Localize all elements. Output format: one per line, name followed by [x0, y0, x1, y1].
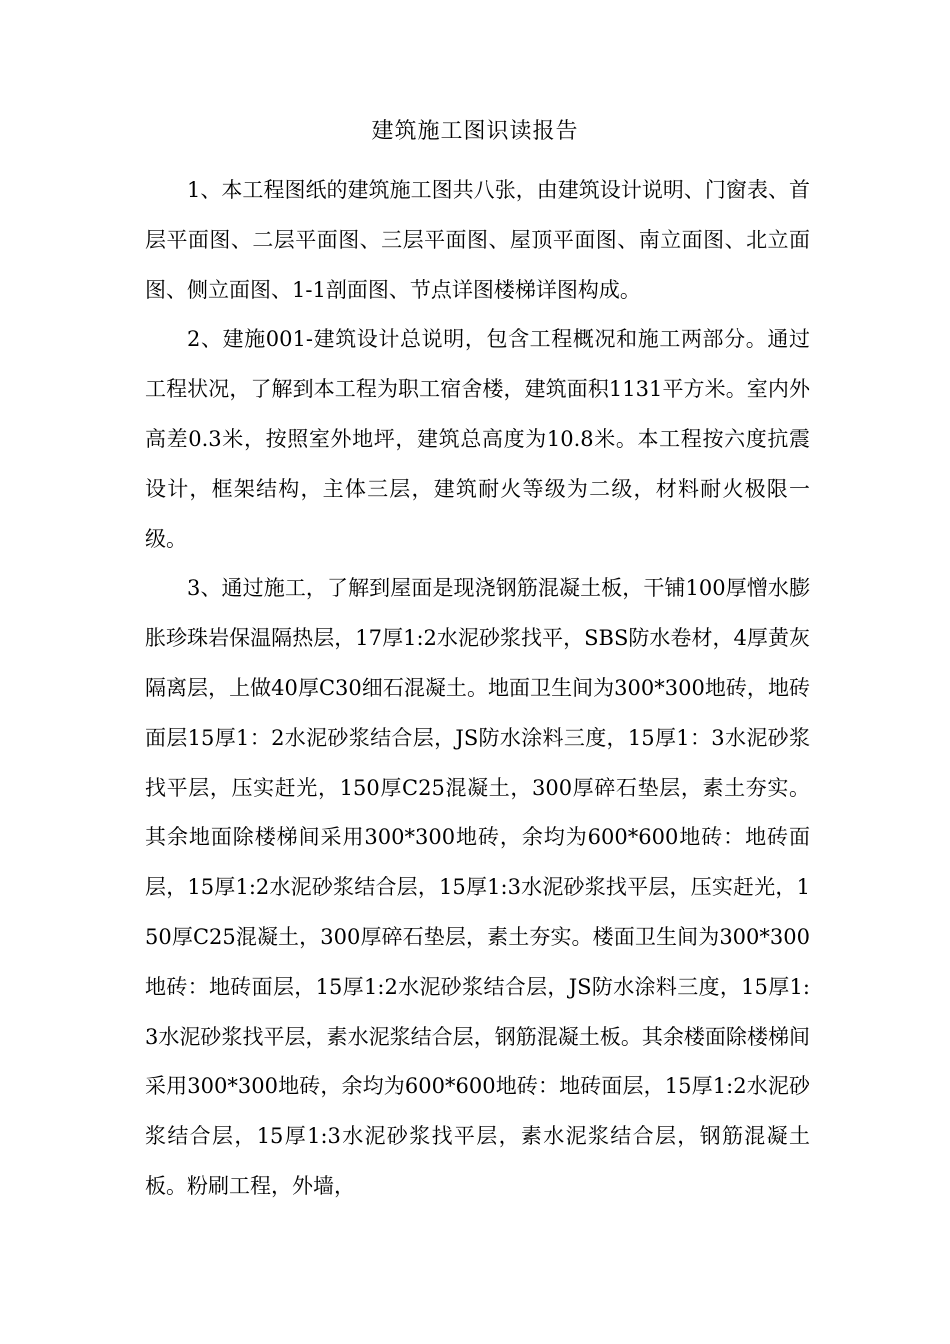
- document-body: [145, 166, 810, 1212]
- document-title: 建筑施工图识读报告: [371, 119, 579, 144]
- paragraph-3: 3、通过施工，了解到屋面是现浇钢筋混凝土板，干铺100厚憎水膨胀珍珠岩保温隔热层，17厚1:2水泥砂浆找平，SBS防水卷材，4厚黄灰隔离层，上做40厚C30细石混凝土。地面卫生间为300*300地砖，地砖面层15厚1：2水泥砂浆结合层，JS防水涂料三度，15厚1：3水泥砂浆找平层，压实赶光，150厚C25混凝土，300厚碎石垫层，素土夯实。其余地面除楼梯间采用300*300地砖，余均为600*600地砖：地砖面层，15厚1:2水泥砂浆结合层，15厚1:3水泥砂浆找平层，压实赶光，150厚C25混凝土，300厚碎石垫层，素土夯实。楼面卫生间为300*300地砖：地砖面层，15厚1:2水泥砂浆结合层，JS防水涂料三度，15厚1:3水泥砂浆找平层，素水泥浆结合层，钢筋混凝土板。其余楼面除楼梯间采用300*300地砖，余均为600*600地砖：地砖面层，15厚1:2水泥砂浆结合层，15厚1:3水泥砂浆找平层，素水泥浆结合层，钢筋混凝土板。粉刷工程，外墙，: [145, 576, 810, 1198]
- paragraph-2: 2、建施001-建筑设计总说明，包含工程概况和施工两部分。通过工程状况，了解到本工程为职工宿舍楼，建筑面积1131平方米。室内外高差0.3米，按照室外地坪，建筑总高度为10.8米。本工程按六度抗震设计，框架结构，主体三层，建筑耐火等级为二级，材料耐火极限一级。: [145, 327, 810, 551]
- paragraph-1: 1、本工程图纸的建筑施工图共八张，由建筑设计说明、门窗表、首层平面图、二层平面图、三层平面图、屋顶平面图、南立面图、北立面图、侧立面图、1-1剖面图、节点详图楼梯详图构成。: [145, 178, 810, 302]
